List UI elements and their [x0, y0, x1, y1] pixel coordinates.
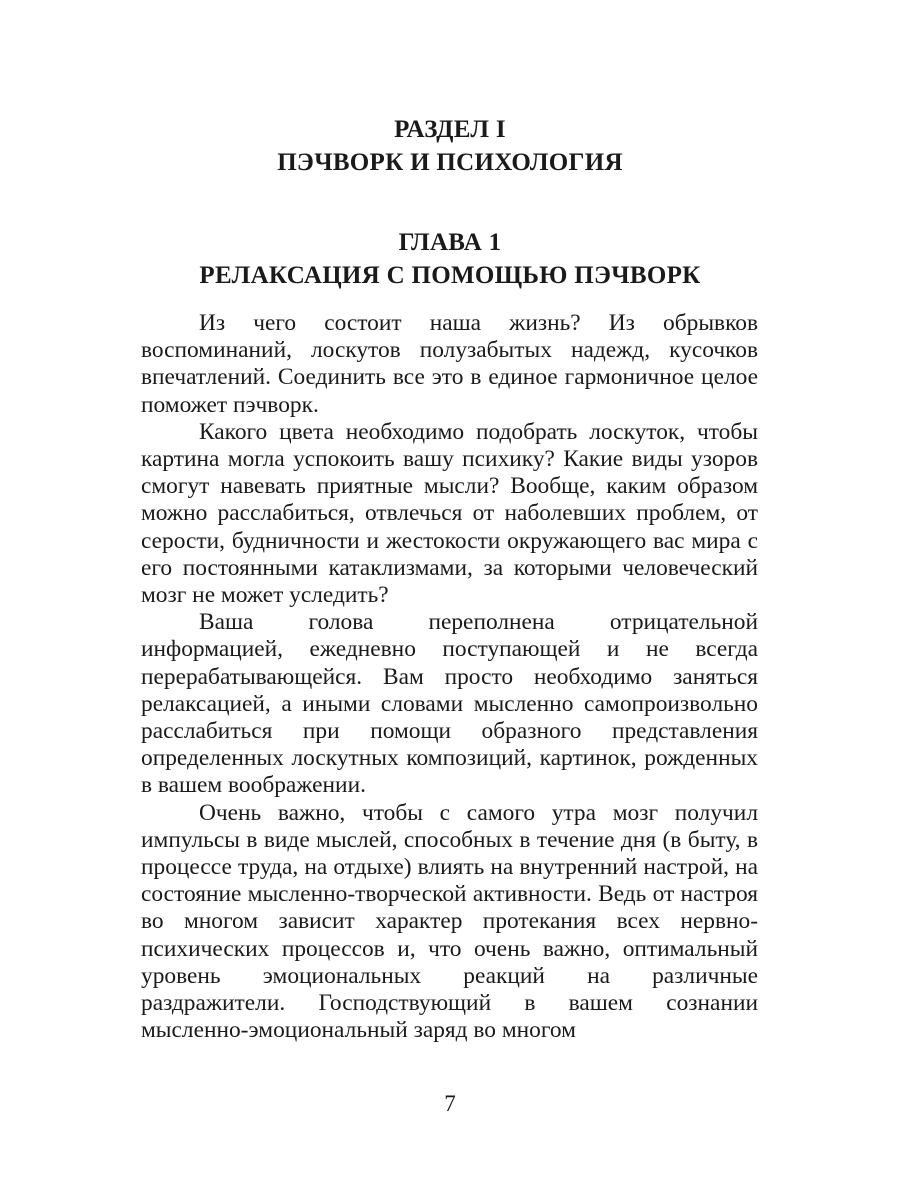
paragraph-2: Какого цвета необходимо подобрать лоскуток, чтобы картина могла успокоить вашу психику? Какие виды узоров смогут навевать приятные мысли? Вообще, каким образом можно расслабиться, отвлечься от наболевших проблем, от серости, будничности и жестокости окружающего вас мира с его постоянными катаклизмами, за которыми человеческий мозг не может уследить?: [141, 418, 758, 609]
section-label: РАЗДЕЛ I: [394, 116, 506, 143]
chapter-body: [141, 310, 758, 1044]
chapter-heading: [140, 226, 760, 292]
section-heading: [140, 113, 760, 179]
paragraph-3: Ваша голова переполнена отрицательной информацией, ежедневно поступающей и не всегда перерабатывающейся. Вам просто необходимо заняться релаксацией, а иными словами мысленно самопроизвольно расслабиться при помощи образного представления определенных лоскутных композиций, картинок, рожденных в вашем воображении.: [141, 609, 758, 799]
chapter-label: ГЛАВА 1: [398, 229, 502, 256]
page-number: 7: [444, 1091, 456, 1116]
paragraph-4: Очень важно, чтобы с самого утра мозг получил импульсы в виде мыслей, способных в течение дня (в быту, в процессе труда, на отдыхе) влиять на внутренний настрой, на состояние мысленно-творческой активности. Ведь от настроя во многом зависит характер протекания всех нервно-психических процессов и, что очень важно, оптимальный уровень эмоциональных реакций на различные раздражители. Господствующий в вашем сознании мысленно-эмоциональный заряд во многом: [141, 799, 758, 1044]
chapter-title: РЕЛАКСАЦИЯ С ПОМОЩЬЮ ПЭЧВОРК: [199, 262, 701, 289]
section-title: ПЭЧВОРК И ПСИХОЛОГИЯ: [277, 149, 623, 176]
paragraph-1: Из чего состоит наша жизнь? Из обрывков воспоминаний, лоскутов полузабытых надежд, кусочков впечатлений. Соединить все это в единое гармоничное целое поможет пэчворк.: [141, 310, 758, 418]
